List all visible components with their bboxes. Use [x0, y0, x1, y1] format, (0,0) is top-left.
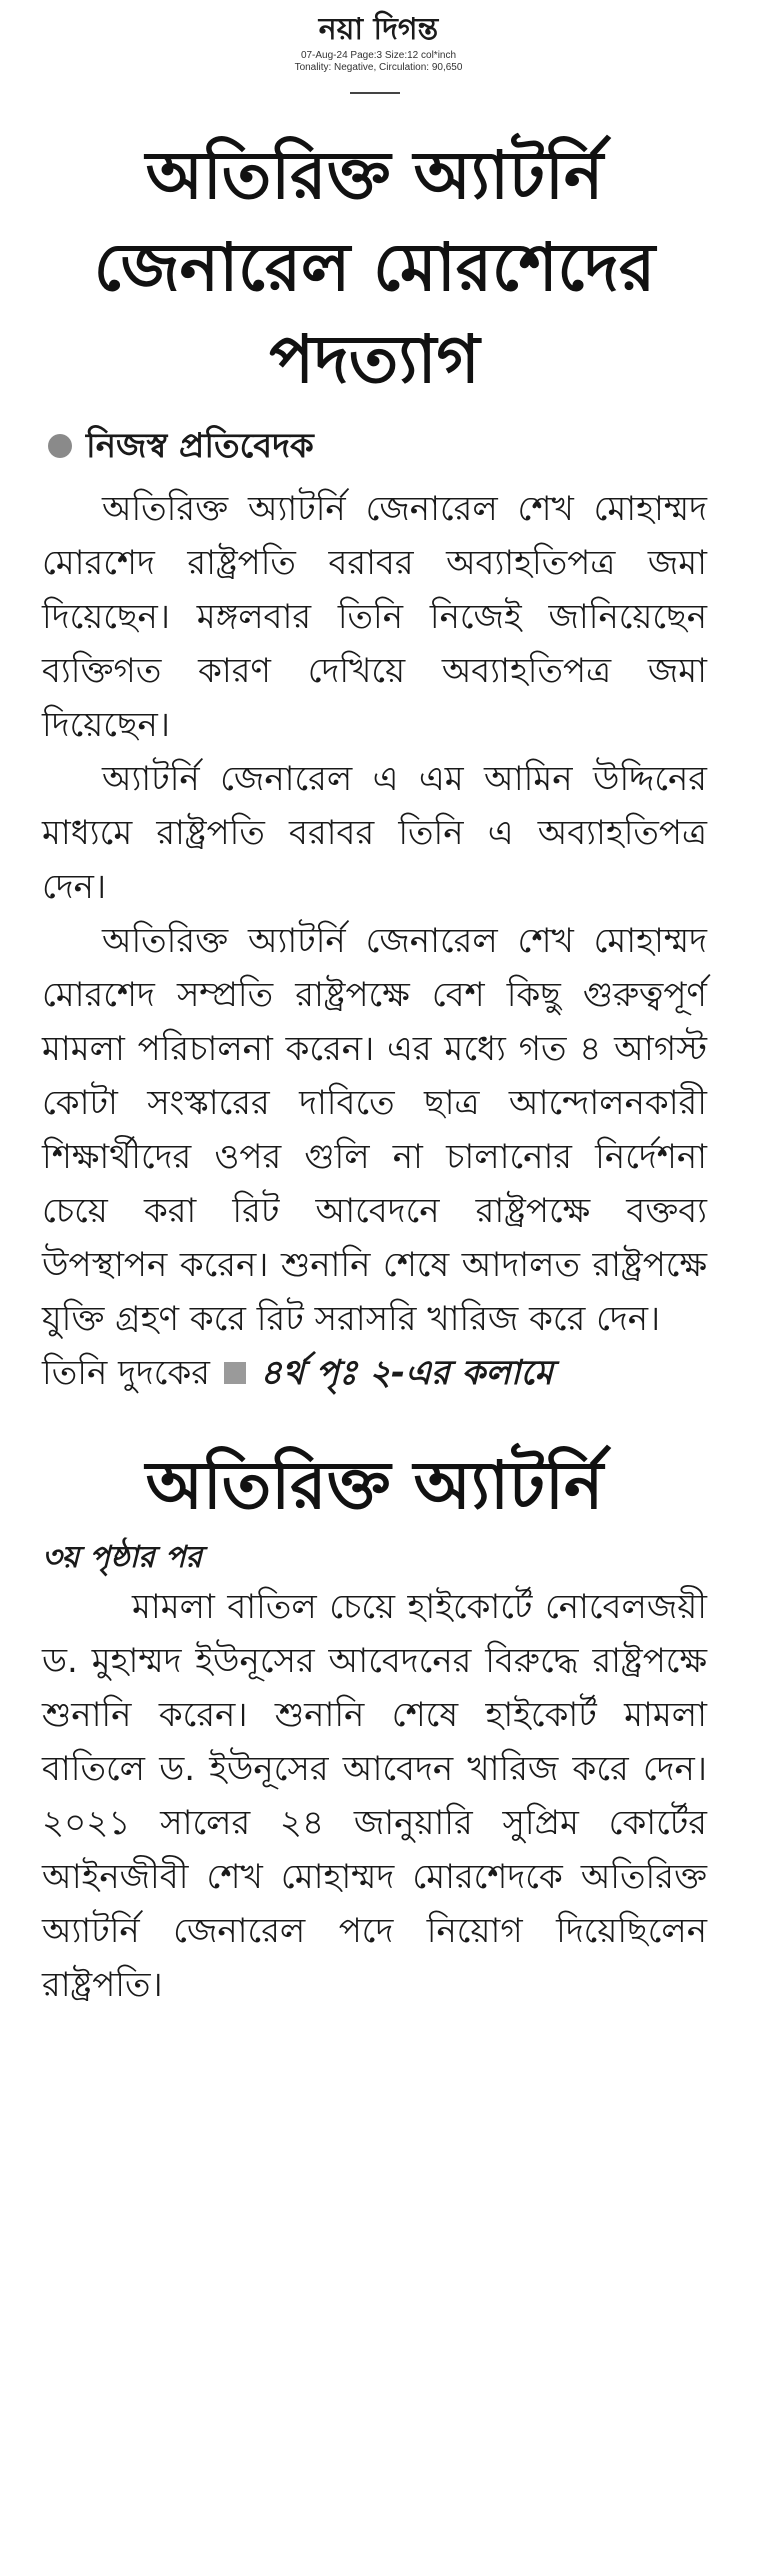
jump-reference: ৪র্থ পৃঃ ২-এর কলামে: [259, 1353, 554, 1393]
column-rule: [350, 92, 400, 94]
continuation-headline: অতিরিক্ত অ্যাটর্নি: [145, 1447, 604, 1524]
byline-text: নিজস্ব প্রতিবেদক: [86, 426, 314, 466]
article-headline: অতিরিক্ত অ্যাটর্নি জেনারেল মোরশেদের পদত্যাগ: [93, 137, 656, 398]
logo-text: নয়া দিগন্ত: [318, 12, 439, 47]
jump-line: [42, 1346, 707, 1400]
article: [42, 130, 707, 2012]
newspaper-logo: [319, 10, 438, 50]
continued-from-label: ৩য় পৃষ্ঠার পর: [42, 1540, 203, 1575]
jump-lead-text: তিনি দুদকের: [42, 1353, 210, 1393]
clipping-meta-date: 07-Aug-24 Page:3 Size:12 col*inch: [300, 50, 457, 61]
article-paragraph: অতিরিক্ত অ্যাটর্নি জেনারেল শেখ মোহাম্মদ মোরশেদ রাষ্ট্রপতি বরাবর অব্যাহতিপত্র জমা দিয়েছেন। মঙ্গলবার তিনি নিজেই জানিয়েছেন ব্যক্তিগত কারণ দেখিয়ে অব্যাহতিপত্র জমা দিয়েছেন।: [42, 489, 707, 745]
byline: [42, 424, 707, 468]
bullet-icon: [48, 434, 72, 458]
article-paragraph: অ্যাটর্নি জেনারেল এ এম আমিন উদ্দিনের মাধ্যমে রাষ্ট্রপতি বরাবর তিনি এ অব্যাহতিপত্র দেন।: [42, 759, 707, 907]
square-icon: [224, 1362, 246, 1384]
clipping-meta-circulation: Tonality: Negative, Circulation: 90,650: [294, 62, 463, 73]
continuation-paragraph: মামলা বাতিল চেয়ে হাইকোর্টে নোবেলজয়ী ড. মুহাম্মদ ইউনূসের আবেদনের বিরুদ্ধে রাষ্ট্রপক্ষে শুনানি করেন। শুনানি শেষে হাইকোর্ট মামলা বাতিলে ড. ইউনূসের আবেদন খারিজ করে দেন। ২০২১ সালের ২৪ জানুয়ারি সুপ্রিম কোর্টের আইনজীবী শেখ মোহাম্মদ মোরশেদকে অতিরিক্ত অ্যাটর্নি জেনারেল পদে নিয়োগ দিয়েছিলেন রাষ্ট্রপতি।: [42, 1587, 707, 2005]
masthead: [0, 10, 757, 74]
article-paragraph: অতিরিক্ত অ্যাটর্নি জেনারেল শেখ মোহাম্মদ মোরশেদ সম্প্রতি রাষ্ট্রপক্ষে বেশ কিছু গুরুত্বপূর্ণ মামলা পরিচালনা করেন। এর মধ্যে গত ৪ আগস্ট কোটা সংস্কারের দাবিতে ছাত্র আন্দোলনকারী শিক্ষার্থীদের ওপর গুলি না চালানোর নির্দেশনা চেয়ে করা রিট আবেদনে রাষ্ট্রপক্ষে বক্তব্য উপস্থাপন করেন। শুনানি শেষে আদালত রাষ্ট্রপক্ষে যুক্তি গ্রহণ করে রিট সরাসরি খারিজ করে দেন।: [42, 921, 707, 1339]
